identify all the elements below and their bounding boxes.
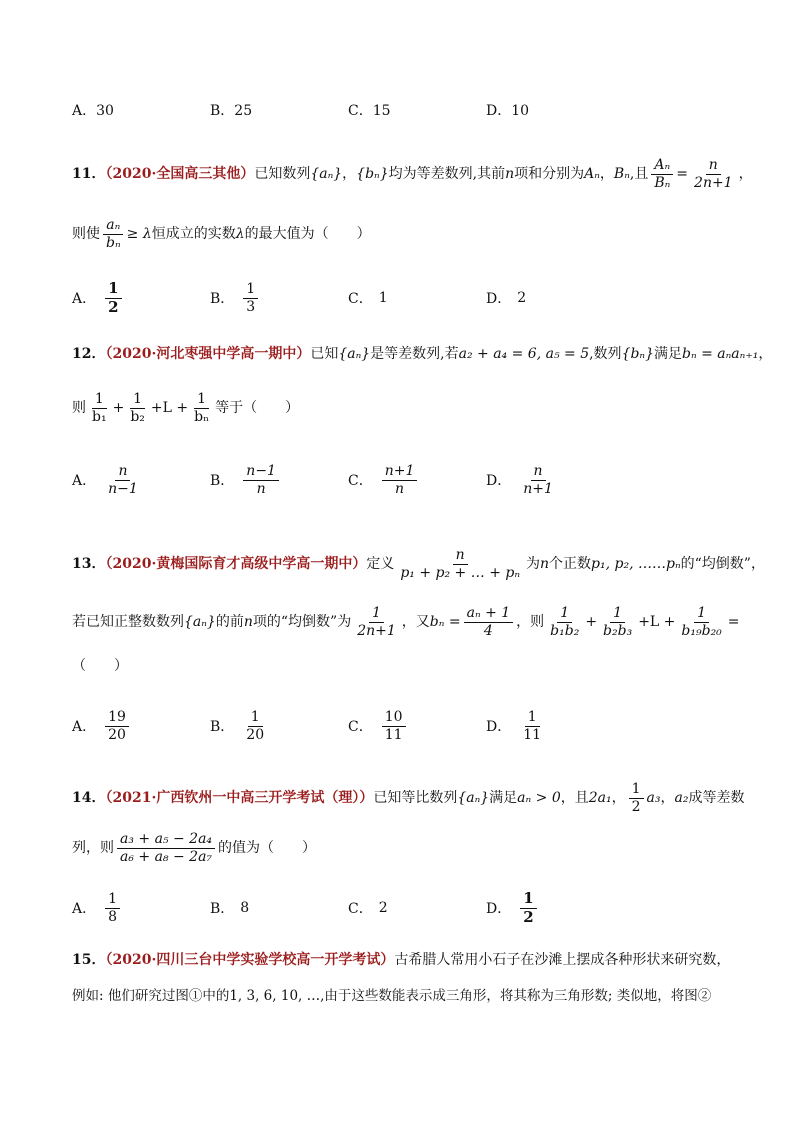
math: a₃: [646, 790, 661, 807]
q10-options: [72, 88, 734, 132]
question-source: （2021·广西钦州一中高三开学考试（理））: [105, 790, 374, 807]
fraction: $\frac{n}{n+1}$: [523, 462, 553, 497]
text: 恒成立的实数: [151, 226, 236, 243]
q11-line2: [72, 218, 371, 250]
math: {aₙ}: [184, 614, 216, 631]
fraction: $\frac{10}{11}$: [382, 710, 406, 742]
fraction: $\frac{1}{\text{bₙ}}$: [194, 391, 210, 425]
fraction: $\frac{1}{\text{b₂b₃}}$: [603, 605, 633, 639]
math: a₂: [674, 790, 689, 807]
text: 个正数: [549, 556, 592, 573]
text: 项的“均倒数”为: [252, 614, 352, 631]
fraction: $\frac{1}{11}$: [523, 708, 542, 743]
q12-option-a[interactable]: A． $\frac{n}{n-1}$: [72, 458, 144, 502]
text: 的最大值为（ ）: [244, 226, 371, 243]
fraction: $\frac{19}{20}$: [105, 710, 129, 742]
text: 已知数列: [254, 166, 311, 183]
q15-line2: 例如: 他们研究过图①中的1, 3, 6, 10, …,由于这些数能表示成三角形，将其称为三角形数; 类似地，将图②: [72, 988, 712, 1004]
text: 已知等比数列: [373, 790, 458, 807]
math: {aₙ}: [310, 166, 343, 183]
question-number: 11．: [72, 166, 106, 183]
text: 的前: [215, 614, 244, 631]
text: 项和分别为: [514, 166, 585, 183]
q13-line2: [72, 606, 740, 638]
text: ，且: [560, 790, 589, 807]
q13-answer-parens: （ ）: [72, 658, 128, 674]
text: ，: [758, 346, 773, 362]
text: 满足: [654, 346, 683, 362]
math: ≥ λ: [126, 226, 152, 243]
fraction: $\frac{n}{n-1}$: [108, 462, 138, 497]
text: ，: [611, 790, 626, 807]
fraction: $\frac{1}{\text{b₂}}$: [130, 391, 145, 425]
question-number: 14．: [72, 790, 106, 807]
q14-option-b[interactable]: B． 8: [210, 900, 250, 917]
fraction: $\frac{1}{\text{b₁₉b₂₀}}$: [681, 605, 722, 639]
fraction: $\frac{n}{\text{p₁ + p₂ + … + pₙ}}$: [400, 547, 521, 581]
fraction: $\frac{1}{2}$: [629, 782, 644, 814]
text: +: [585, 614, 598, 631]
math: aₙ > 0: [517, 790, 561, 807]
text: ，则: [516, 614, 545, 631]
math: {bₙ}: [621, 346, 655, 362]
question-source: （2020·全国高三其他）: [105, 166, 255, 183]
fraction: $\frac{1}{20}$: [246, 708, 265, 743]
fraction: $\frac{1}{8}$: [105, 892, 120, 924]
q14-options: [72, 886, 734, 930]
q10-option-a[interactable]: A．30: [72, 103, 114, 119]
q13-options: [72, 704, 734, 748]
text: 的值为（ ）: [218, 840, 317, 857]
fraction: $\frac{\text{Aₙ}}{\text{Bₙ}}$: [651, 158, 673, 190]
text: 若已知正整数数列: [72, 614, 184, 631]
fraction: $\frac{1}{\text{b₁}}$: [92, 391, 107, 425]
q11-options: [72, 276, 734, 320]
q11-option-c[interactable]: C． 1: [348, 290, 388, 307]
text: 成等差数: [688, 790, 745, 807]
text: 是等差数列,若: [370, 346, 459, 362]
q14-option-a[interactable]: A． $\frac{1}{8}$: [72, 886, 123, 930]
q12-option-c[interactable]: C． $\frac{n+1}{n}$: [348, 458, 420, 502]
text: ，: [342, 166, 357, 183]
question-source: （2020·河北枣强中学高一期中）: [105, 346, 311, 362]
math: 2a₁: [588, 790, 612, 807]
text: +: [112, 400, 125, 417]
math: p₁, p₂, ……pₙ: [591, 556, 681, 573]
math: bₙ = aₙaₙ₊₁: [682, 346, 759, 362]
text: 为: [526, 556, 541, 573]
math: {aₙ}: [457, 790, 490, 807]
text: 均为等差数列,其前: [388, 166, 506, 183]
math: Bₙ: [613, 166, 630, 183]
q15-line1: [72, 950, 730, 970]
math: {aₙ}: [338, 346, 371, 362]
text: 列，则: [72, 840, 114, 857]
text: ，: [738, 166, 753, 183]
text: 等于（ ）: [215, 400, 300, 417]
math: Aₙ: [584, 166, 600, 183]
text: 古希腊人常用小石子在沙滩上摆成各种形状来研究数，: [394, 952, 731, 968]
text: ，又: [401, 614, 430, 631]
q11-option-d[interactable]: D． 2: [486, 290, 527, 307]
q13-option-b[interactable]: B． $\frac{1}{20}$: [210, 704, 270, 748]
text: 已知: [310, 346, 339, 362]
text: 的“均倒数”，: [680, 556, 765, 573]
fraction: $\frac{n}{2n+1}$: [694, 157, 733, 191]
fraction: $\frac{1}{2n+1}$: [357, 605, 396, 639]
q12-options: [72, 458, 734, 502]
text: 则: [72, 400, 86, 417]
question-number: 15．: [72, 952, 106, 968]
text: 定义: [366, 556, 395, 573]
q10-option-d[interactable]: D．10: [486, 103, 530, 119]
q12-option-d[interactable]: D． $\frac{n}{n+1}$: [486, 458, 559, 502]
q14-option-c[interactable]: C． 2: [348, 900, 388, 917]
text: 则使: [72, 226, 100, 243]
text: ，: [660, 790, 675, 807]
q13-option-d[interactable]: D． $\frac{1}{11}$: [486, 704, 547, 748]
math: bₙ =: [429, 614, 461, 631]
math: n: [243, 614, 253, 631]
fraction: $\frac{1}{\text{b₁b₂}}$: [550, 605, 580, 639]
fraction: $\frac{\text{a₃ + a₅ − 2a₄}}{\text{a₆ + a₈ − 2a₇}}$: [117, 832, 215, 864]
question-source: （2020·黄梅国际育才高级中学高一期中）: [105, 556, 367, 573]
fraction: $\frac{n-1}{n}$: [243, 464, 279, 496]
q11-option-b[interactable]: B． $\frac{1}{3}$: [210, 276, 261, 320]
question-number: 12．: [72, 346, 106, 362]
math: n: [540, 556, 550, 573]
q13-option-a[interactable]: A． $\frac{19}{20}$: [72, 704, 132, 748]
q14-line1: [72, 782, 744, 814]
text: 满足: [489, 790, 518, 807]
fraction: $\frac{1}{2}$: [520, 891, 536, 926]
math: λ: [235, 226, 245, 243]
text: ,数列: [589, 346, 622, 362]
q14-line2: [72, 832, 316, 864]
math: {bₙ}: [356, 166, 389, 183]
q13-line1: [72, 548, 765, 580]
text: +L +: [150, 400, 189, 417]
q12-option-b[interactable]: B． $\frac{n-1}{n}$: [210, 458, 282, 502]
q10-option-c[interactable]: C．15: [348, 103, 391, 119]
question-number: 13．: [72, 556, 106, 573]
math: n: [505, 166, 515, 183]
q12-line2: [72, 392, 299, 424]
fraction: $\frac{1}{2}$: [105, 281, 121, 316]
text: =: [676, 166, 689, 183]
text: ,且: [629, 166, 649, 183]
text: +L +: [638, 614, 676, 631]
fraction: $\frac{n+1}{n}$: [382, 464, 418, 496]
text: =: [727, 614, 740, 631]
text: ，: [599, 166, 614, 183]
q10-option-b[interactable]: B．25: [210, 103, 253, 119]
q11-line1: [72, 158, 753, 190]
fraction: $\frac{1}{3}$: [243, 282, 258, 314]
q11-option-a[interactable]: A． $\frac{1}{2}$: [72, 276, 125, 320]
fraction: $\frac{\text{aₙ}}{\text{bₙ}}$: [103, 218, 124, 250]
q13-option-c[interactable]: C． $\frac{10}{11}$: [348, 704, 409, 748]
math: a₂ + a₄ = 6, a₅ = 5: [458, 346, 590, 362]
fraction: $\frac{\text{aₙ + 1}}{4}$: [464, 606, 514, 638]
q12-line1: [72, 344, 772, 364]
question-source: （2020·四川三台中学实验学校高一开学考试）: [105, 952, 395, 968]
q14-option-d[interactable]: D． $\frac{1}{2}$: [486, 886, 540, 930]
